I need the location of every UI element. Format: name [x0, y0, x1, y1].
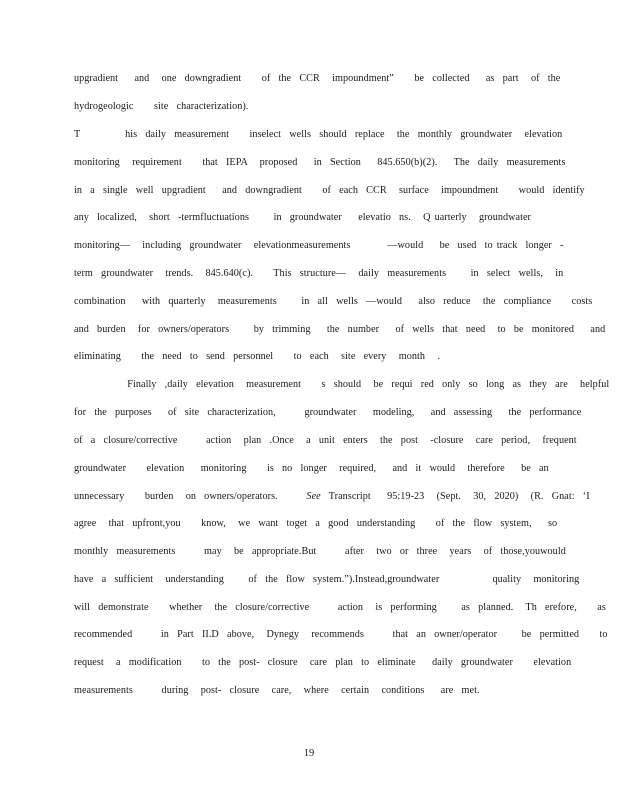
- text-line: any localized, short -termfluctuations in groundwater elevatio ns. Q uarterly groundwater: [74, 212, 531, 223]
- text-line: and burden for owners/operators by trimming the number of wells that need to be monitored and: [74, 324, 606, 335]
- text-line: of a closure/corrective action plan .Once a unit enters the post -closure care period, frequent: [74, 435, 577, 446]
- text-line: term groundwater trends. 845.640(c). This structure— daily measurements in select wells, in: [74, 268, 564, 279]
- citation-signal: See: [306, 491, 321, 502]
- text-line: upgradient and one downgradient of the CCR impoundment” be collected as part of the: [74, 73, 561, 84]
- text-line: Finally ,daily elevation measurement s should be requi red only so long as they are helpful: [74, 379, 610, 390]
- text-line: groundwater elevation monitoring is no longer required, and it would therefore be an: [74, 463, 549, 474]
- page-number: 19: [303, 748, 315, 759]
- text-line: request a modification to the post- closure care plan to eliminate daily groundwater elevation: [74, 657, 572, 668]
- text-line: recommended in Part II.D above, Dynegy recommends that an owner/operator be permitted to: [74, 629, 608, 640]
- text-line: for the purposes of site characterization, groundwater modeling, and assessing the performance: [74, 407, 582, 418]
- text-line: monthly measurements may be appropriate.But after two or three years of those,youwould: [74, 546, 566, 557]
- text-line: agree that upfront,you know, we want toget a good understanding of the flow system, so: [74, 518, 558, 529]
- text-line: T his daily measurement inselect wells should replace the monthly groundwater elevation: [74, 129, 563, 140]
- text-line: monitoring— including groundwater elevationmeasurements —would be used to track longer -: [74, 240, 564, 251]
- text-line: will demonstrate whether the closure/corrective action is performing as planned. Th erefore, as: [74, 602, 606, 613]
- text-line: have a sufficient understanding of the flow system.”).Instead,groundwater quality monitoring: [74, 574, 580, 585]
- text-line: in a single well upgradient and downgradient of each CCR surface impoundment would identify: [74, 185, 585, 196]
- text-line: measurements during post- closure care, where certain conditions are met.: [74, 685, 480, 696]
- text-line: eliminating the need to send personnel to each site every month .: [74, 351, 440, 362]
- text-line: combination with quarterly measurements in all wells —would also reduce the compliance costs: [74, 296, 593, 307]
- text-line: unnecessary burden on owners/operators. See Transcript 95:19-23 (Sept. 30, 2020) (R. Gnat: ‘I: [74, 491, 590, 502]
- text-line: hydrogeologic site characterization).: [74, 101, 249, 112]
- text-line: monitoring requirement that IEPA proposed in Section 845.650(b)(2). The daily measurements: [74, 157, 566, 168]
